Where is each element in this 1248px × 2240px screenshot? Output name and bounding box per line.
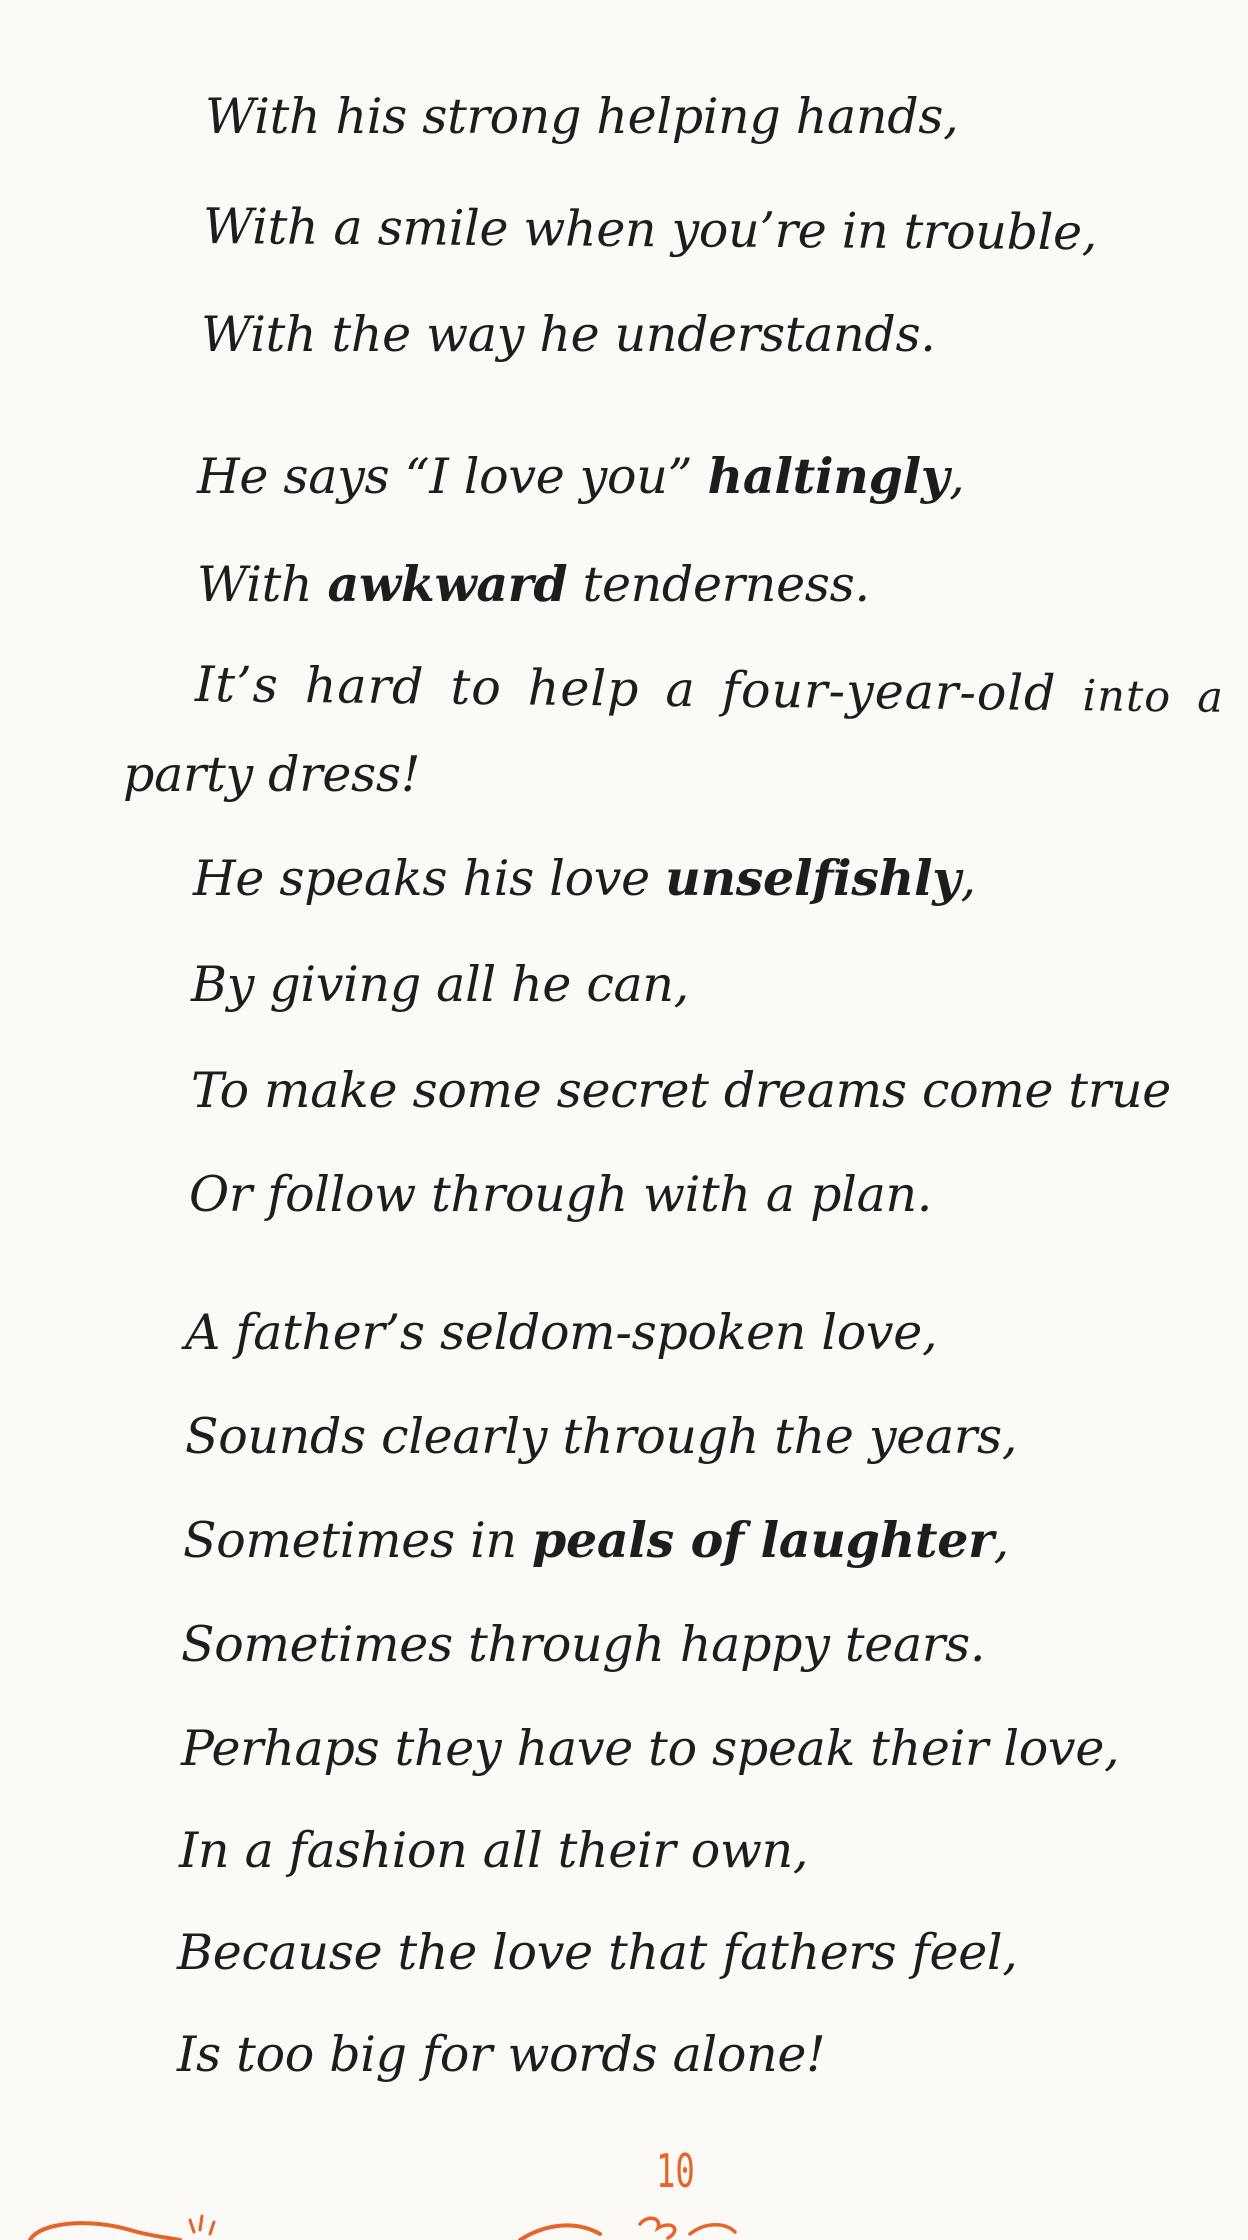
poem-line: To make some secret dreams come true — [191, 1062, 1171, 1119]
poem-line: In a fashion all their own, — [179, 1822, 809, 1879]
poem-line: Sometimes through happy tears. — [181, 1616, 986, 1673]
poem-word: a — [665, 660, 697, 719]
poem-line: Because the love that fathers feel, — [177, 1924, 1018, 1981]
poem-line: Sounds clearly through the years, — [185, 1408, 1018, 1465]
emphasis-word: awkward — [327, 555, 568, 613]
poem-line — [183, 1511, 1009, 1569]
poem-word: four-year-old — [721, 661, 1057, 723]
poem-line: With his strong helping hands, — [205, 88, 959, 145]
poem-line — [197, 555, 870, 613]
emphasis-word: unselfishly — [665, 849, 961, 907]
emphasis-word: haltingly — [707, 447, 950, 505]
poem-line: A father’s seldom-spoken love, — [185, 1304, 938, 1361]
poem-word: to — [450, 658, 503, 717]
poem-word: help — [527, 659, 640, 718]
poem-word: It’s — [194, 656, 280, 714]
poem-word: hard — [304, 657, 425, 716]
poem-line — [193, 849, 976, 907]
poem-text: , — [993, 1512, 1009, 1569]
poem-word: into — [1082, 671, 1172, 723]
poem-line: Perhaps they have to speak their love, — [181, 1720, 1120, 1777]
poem-text: , — [960, 850, 976, 907]
poem-word: a — [1197, 672, 1225, 723]
poem-text: , — [949, 448, 965, 505]
poem-text: tenderness. — [567, 556, 870, 613]
poem-text: Sometimes in — [183, 1512, 532, 1569]
page-number: 10 — [656, 2144, 695, 2198]
poem-line: With a smile when you’re in trouble, — [202, 198, 1098, 262]
poem-line: Is too big for words alone! — [177, 2026, 826, 2083]
decorative-doodle-icon — [0, 2200, 1248, 2240]
poem-line: party dress! — [123, 746, 421, 803]
poem-text: With — [197, 556, 328, 613]
poem-line: Or follow through with a plan. — [189, 1166, 933, 1223]
poem-line — [197, 447, 965, 505]
poem-text: He says “I love you” — [197, 448, 708, 505]
poem-line: By giving all he can, — [191, 956, 689, 1013]
poem-line-justified — [194, 656, 1225, 723]
poem-line: With the way he understands. — [201, 306, 936, 363]
emphasis-word: peals of laughter — [531, 1511, 994, 1569]
poem-text: He speaks his love — [193, 850, 666, 907]
